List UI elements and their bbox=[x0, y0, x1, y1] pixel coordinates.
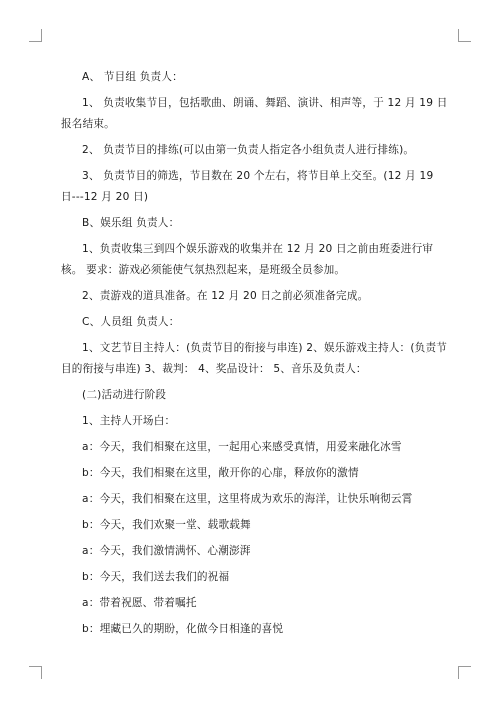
crop-mark-bottom-right bbox=[458, 666, 471, 679]
paragraph: 1、 负责收集节目，包括歌曲、朗诵、舞蹈、演讲、相声等，于 12 月 19 日报名结束。 bbox=[61, 97, 448, 130]
crop-mark-top-right bbox=[458, 29, 471, 42]
dialogue-line: a：今天，我们激情满怀、心潮澎湃 bbox=[82, 545, 251, 557]
paragraph: 2、责游戏的道具准备。在 12 月 20 日之前必须准备完成。 bbox=[82, 290, 369, 302]
dialogue-line: b：今天，我们欢聚一堂、载歌载舞 bbox=[82, 519, 251, 531]
paragraph: 3、 负责节目的筛选，节目数在 20 个左右，将节目单上交至。(12 月 19 日---12 月 20 日) bbox=[61, 170, 434, 203]
section-heading-phase: (二)活动进行阶段 bbox=[82, 389, 167, 401]
paragraph: 1、主持人开场白： bbox=[82, 415, 176, 427]
crop-mark-bottom-left bbox=[29, 666, 42, 679]
section-heading-a: A、 节目组 负责人： bbox=[82, 71, 183, 83]
paragraph: 1、负责收集三到四个娱乐游戏的收集并在 12 月 20 日之前由班委进行审核。 要求：游戏必须能使气氛热烈起来，是班级全员参加。 bbox=[61, 243, 434, 276]
paragraph: 1、文艺节目主持人：(负责节目的衔接与串连) 2、娱乐游戏主持人：(负责节目的衔接与串连) 3、裁判： 4、奖品设计： 5、音乐及负责人： bbox=[61, 342, 448, 375]
dialogue-line: b：埋藏已久的期盼，化做今日相逢的喜悦 bbox=[82, 623, 284, 635]
dialogue-line: b：今天，我们送去我们的祝福 bbox=[82, 571, 230, 583]
paragraph: 2、 负责节目的排练(可以由第一负责人指定各小组负责人进行排练)。 bbox=[82, 144, 415, 156]
section-heading-c: C、人员组 负责人： bbox=[82, 316, 180, 328]
dialogue-line: a：今天，我们相聚在这里，一起用心来感受真情，用爱来融化冰雪 bbox=[82, 441, 402, 453]
dialogue-line: b：今天，我们相聚在这里，敞开你的心扉，释放你的激情 bbox=[82, 467, 359, 479]
dialogue-line: a：今天，我们相聚在这里，这里将成为欢乐的海洋，让快乐响彻云霄 bbox=[82, 493, 413, 505]
section-heading-b: B、娱乐组 负责人： bbox=[82, 217, 180, 229]
dialogue-line: a：带着祝愿、带着嘱托 bbox=[82, 597, 197, 609]
document-body bbox=[61, 67, 449, 645]
crop-mark-top-left bbox=[29, 29, 42, 42]
